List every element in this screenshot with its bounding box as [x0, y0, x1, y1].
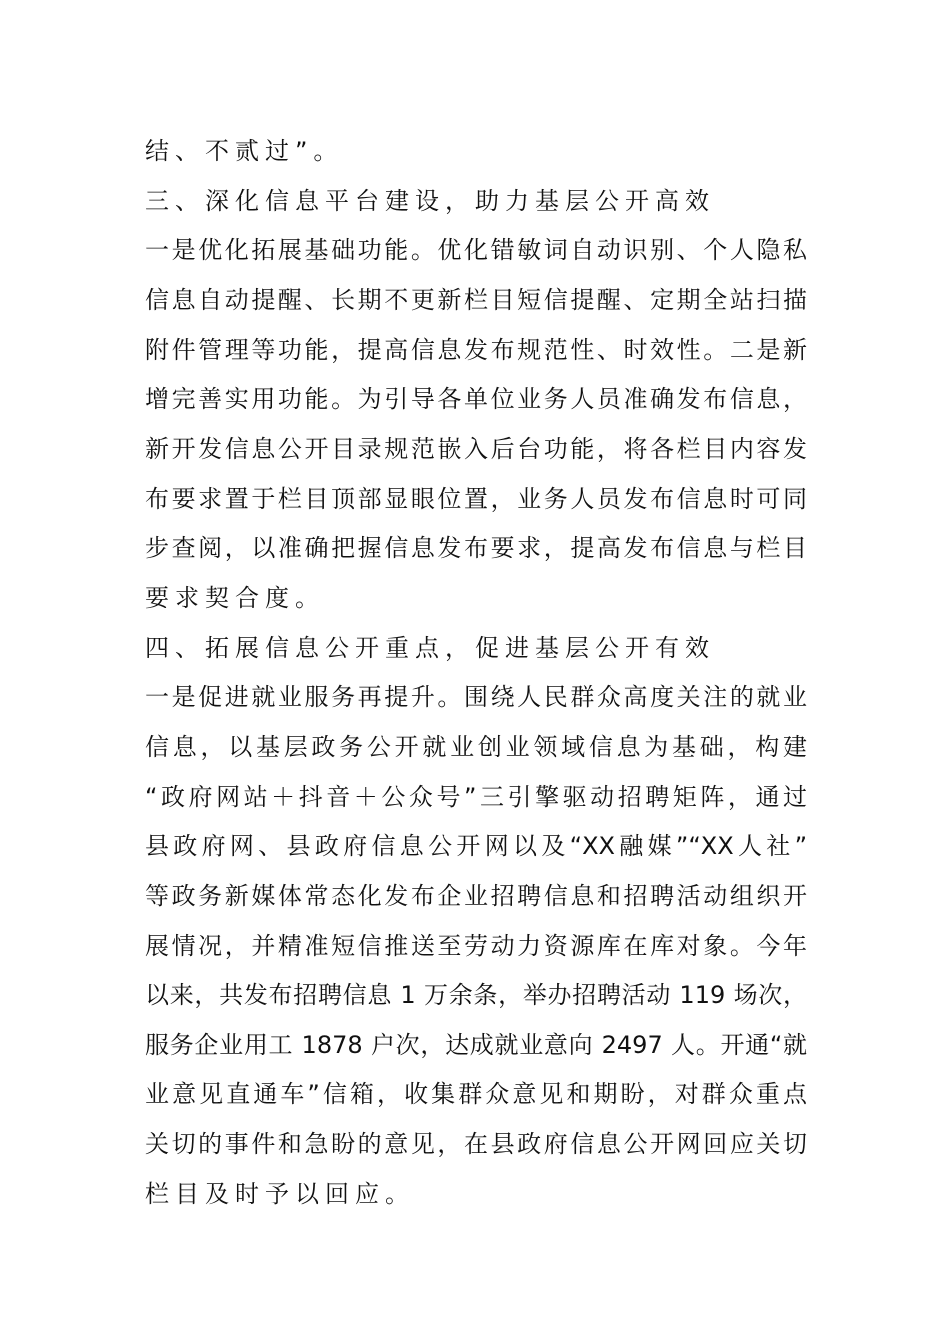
text-line: 以来，共发布招聘信息 1 万余条，举办招聘活动 119 场次， — [145, 981, 807, 1010]
text-line: 结、不贰过”。 — [145, 137, 344, 165]
text-line: 等政务新媒体常态化发布企业招聘信息和招聘活动组织开 — [145, 881, 807, 910]
text-line: 要求契合度。 — [145, 583, 325, 612]
document-body — [145, 127, 807, 1219]
text-line: 业意见直通车”信箱，收集群众意见和期盼，对群众重点 — [145, 1080, 807, 1109]
text-line: 栏目及时予以回应。 — [145, 1179, 415, 1208]
text-line: 服务企业用工 1878 户次，达成就业意向 2497 人。开通“就 — [145, 1030, 807, 1059]
text-line: 增完善实用功能。为引导各单位业务人员准确发布信息， — [145, 385, 807, 414]
text-line: 步查阅，以准确把握信息发布要求，提高发布信息与栏目 — [145, 534, 807, 563]
text-line: 一是促进就业服务再提升。围绕人民群众高度关注的就业 — [145, 683, 807, 712]
section-heading: 三、深化信息平台建设，助力基层公开高效 — [145, 186, 715, 215]
text-line: 关切的事件和急盼的意见，在县政府信息公开网回应关切 — [145, 1130, 807, 1159]
text-line: 一是优化拓展基础功能。优化错敏词自动识别、个人隐私 — [145, 236, 807, 265]
text-line: 新开发信息公开目录规范嵌入后台功能，将各栏目内容发 — [145, 434, 807, 463]
text-line: “政府网站＋抖音＋公众号”三引擎驱动招聘矩阵，通过 — [145, 782, 807, 811]
text-line: 信息，以基层政务公开就业创业领域信息为基础，构建 — [145, 732, 807, 761]
text-line: 县政府网、县政府信息公开网以及“XX融媒”“XX人社” — [145, 832, 807, 861]
text-line: 布要求置于栏目顶部显眼位置，业务人员发布信息时可同 — [145, 484, 807, 513]
section-heading: 四、拓展信息公开重点，促进基层公开有效 — [145, 633, 715, 662]
text-line: 信息自动提醒、长期不更新栏目短信提醒、定期全站扫描 — [145, 285, 807, 314]
text-line: 展情况，并精准短信推送至劳动力资源库在库对象。今年 — [145, 931, 807, 960]
text-line: 附件管理等功能，提高信息发布规范性、时效性。二是新 — [145, 335, 807, 364]
